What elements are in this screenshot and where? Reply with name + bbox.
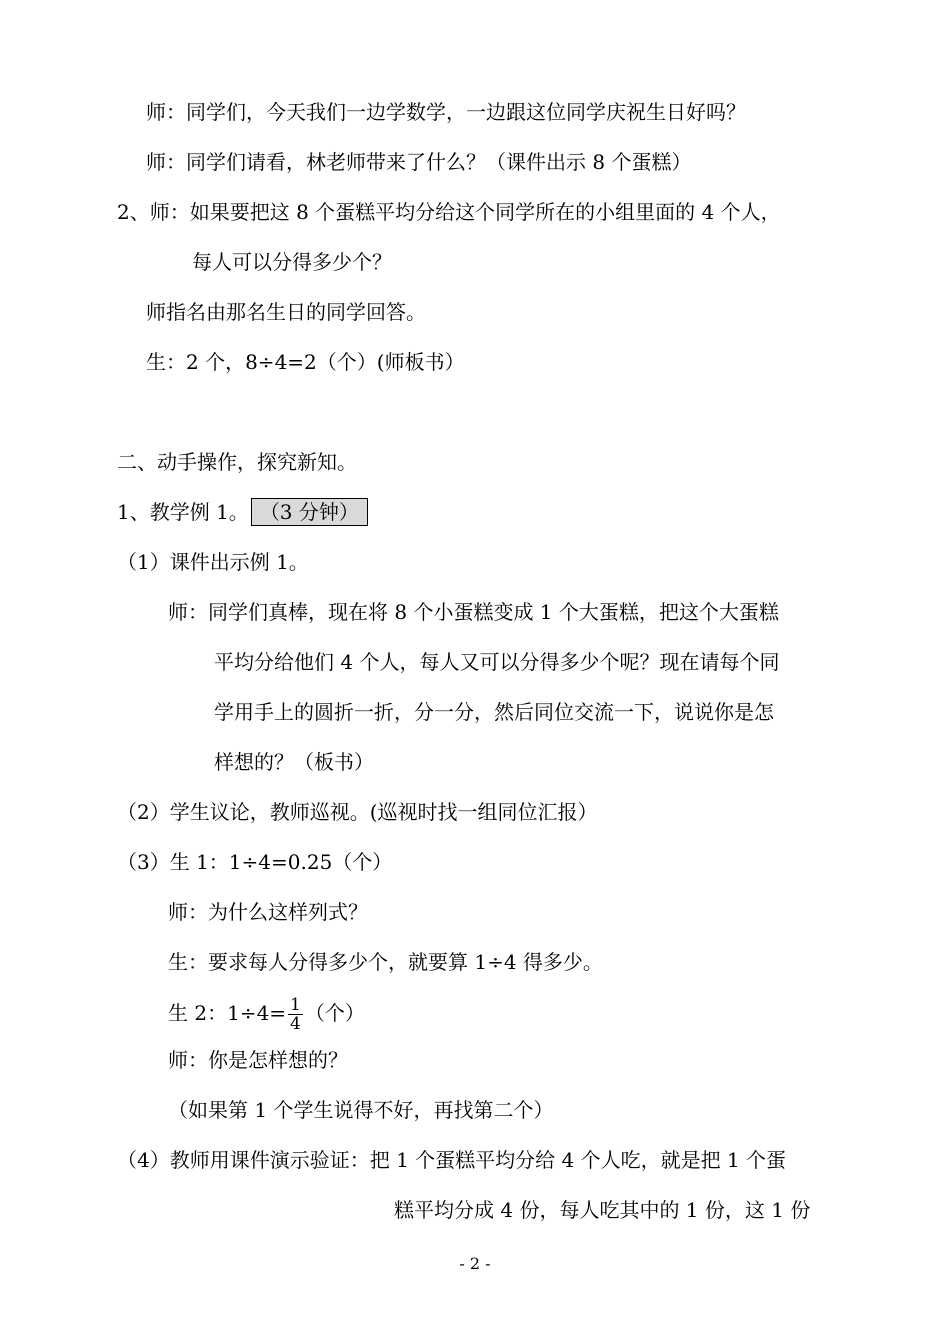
fraction-suffix: （个） [304, 1001, 365, 1025]
example-label: 1、教学例 1。 [117, 500, 249, 524]
fraction-denominator: 4 [290, 1014, 301, 1034]
text-line-15: （3）生 1：1÷4=0.25（个） [117, 850, 393, 874]
text-line-17: 生：要求每人分得多少个，就要算 1÷4 得多少。 [168, 950, 603, 974]
text-line-21: （4）教师用课件演示验证：把 1 个蛋糕平均分给 4 个人吃，就是把 1 个蛋 [117, 1148, 787, 1172]
text-line-fraction [168, 996, 365, 1033]
text-line-5: 师指名由那名生日的同学回答。 [146, 300, 426, 324]
text-line-2: 师：同学们请看，林老师带来了什么？（课件出示 8 个蛋糕） [146, 150, 692, 174]
text-line-14: （2）学生议论，教师巡视。(巡视时找一组同位汇报） [117, 800, 598, 824]
text-line-11: 平均分给他们 4 个人，每人又可以分得多少个呢？现在请每个同 [214, 650, 780, 674]
text-line-13: 样想的？（板书） [214, 750, 374, 774]
text-line-4: 每人可以分得多少个？ [192, 250, 392, 274]
text-line-3: 2、师：如果要把这 8 个蛋糕平均分给这个同学所在的小组里面的 4 个人， [117, 200, 781, 224]
text-line-9: （1）课件出示例 1。 [117, 550, 309, 574]
text-line-16: 师：为什么这样列式？ [168, 900, 368, 924]
text-line-12: 学用手上的圆折一折，分一分，然后同位交流一下，说说你是怎 [214, 700, 774, 724]
text-line-10: 师：同学们真棒，现在将 8 个小蛋糕变成 1 个大蛋糕，把这个大蛋糕 [168, 600, 779, 624]
text-line-19: 师：你是怎样想的？ [168, 1048, 348, 1072]
text-line-20: （如果第 1 个学生说得不好，再找第二个） [168, 1098, 554, 1122]
time-box: （3 分钟） [251, 498, 368, 526]
text-line-6: 生：2 个，8÷4=2（个）(师板书） [146, 350, 465, 374]
fraction [288, 996, 303, 1033]
text-line-22: 糕平均分成 4 份，每人吃其中的 1 份，这 1 份 [394, 1198, 811, 1222]
text-line-1: 师：同学们，今天我们一边学数学，一边跟这位同学庆祝生日好吗？ [146, 100, 746, 124]
section-heading: 二、动手操作，探究新知。 [117, 450, 357, 474]
page-number: - 2 - [459, 1254, 491, 1273]
text-line-example [117, 498, 368, 526]
fraction-prefix: 生 2：1÷4= [168, 1001, 287, 1025]
fraction-numerator: 1 [290, 995, 301, 1015]
